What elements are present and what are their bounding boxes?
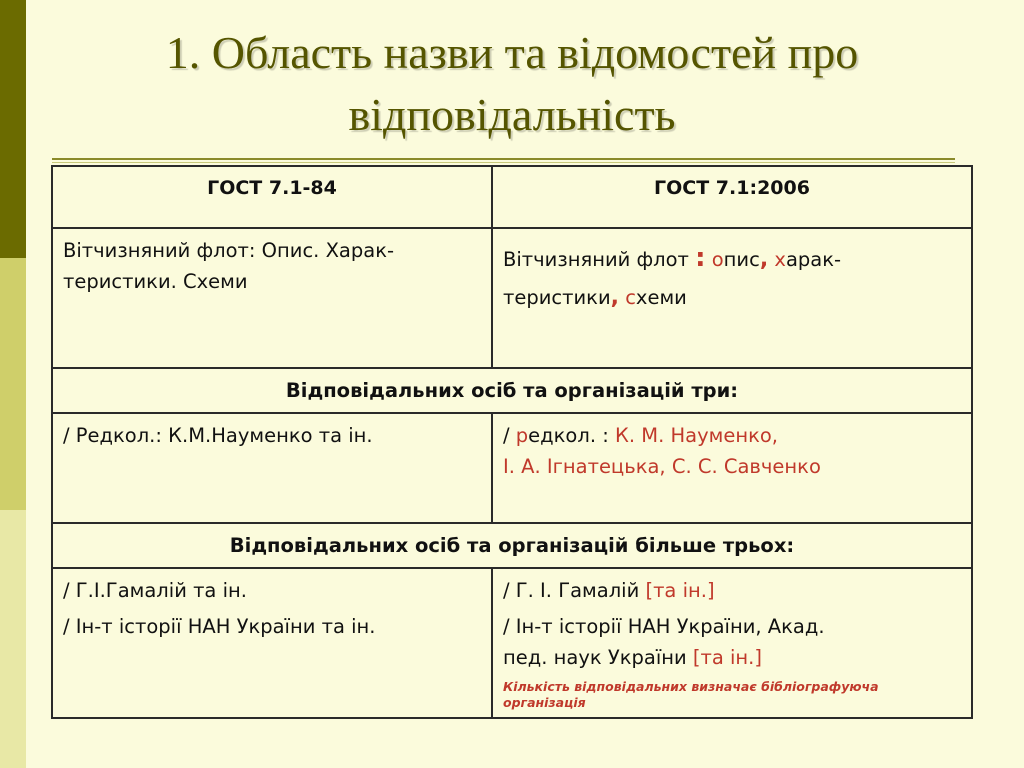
header-gost-1984: ГОСТ 7.1-84 [52, 166, 492, 228]
cell-text: хеми [635, 286, 687, 309]
highlight-letter: х [774, 248, 786, 271]
highlight-letter: с [625, 286, 636, 309]
left-band-light [0, 510, 26, 768]
section-heading-more: Відповідальних осіб та організацій більше трьох: [52, 523, 972, 568]
cell-line [503, 575, 961, 606]
section-row-more [52, 523, 972, 568]
footnote-note: Кількість відповідальних визначає бібліографуюча організація [503, 679, 879, 710]
slide-title-line2: відповідальність [348, 89, 676, 140]
table-header-row [52, 166, 972, 228]
left-band-mid [0, 258, 26, 510]
cell-text: Вітчизняний флот: Опис. Харак- [63, 239, 395, 262]
cell-text: арак- [785, 248, 842, 271]
cell-text: пед. наук України [503, 646, 693, 669]
highlight-names: І. А. Ігнатецька, С. С. Савченко [503, 455, 821, 478]
cell-text: Вітчизняний флот [503, 248, 696, 271]
section-row-three [52, 368, 972, 413]
cell-title-new [492, 228, 972, 368]
cell-text: едкол. : [528, 424, 615, 447]
left-band-dark [0, 0, 26, 258]
title-underline-secondary [52, 162, 955, 163]
slide-title [40, 22, 984, 146]
table-row [52, 228, 972, 368]
cell-text: / Г. І. Гамалій [503, 579, 646, 602]
gost-comparison-table [51, 165, 973, 719]
highlight-etal: [та ін.] [645, 579, 715, 602]
highlight-names: К. М. Науменко, [615, 424, 778, 447]
cell-resp-many-old [52, 568, 492, 718]
cell-title-old [52, 228, 492, 368]
title-underline [52, 158, 955, 160]
cell-text: пис [723, 248, 760, 271]
cell-text: / Г.І.Гамалій та ін. [63, 579, 247, 602]
punctuation-comma: , [610, 285, 619, 310]
slide-title-line1: 1. Область назви та відомостей про [165, 27, 859, 78]
punctuation-comma: , [759, 247, 769, 272]
cell-line [503, 642, 961, 673]
cell-text: / Ін-т історії НАН України та ін. [63, 615, 376, 638]
highlight-etal: [та ін.] [692, 646, 762, 669]
cell-text: / Ін-т історії НАН України, Акад. [503, 615, 825, 638]
cell-text: теристики. Схеми [63, 270, 248, 293]
highlight-letter: р [515, 424, 529, 447]
highlight-letter: о [711, 248, 724, 271]
cell-text: / Редкол.: К.М.Науменко та ін. [63, 424, 373, 447]
punctuation-colon: : [695, 243, 706, 273]
table-row [52, 568, 972, 718]
section-heading-three: Відповідальних осіб та організацій три: [52, 368, 972, 413]
table-row [52, 413, 972, 523]
cell-resp-new [492, 413, 972, 523]
cell-text: / [503, 424, 516, 447]
cell-resp-old [52, 413, 492, 523]
cell-resp-many-new [492, 568, 972, 718]
cell-text: теристики [503, 286, 611, 309]
header-gost-2006: ГОСТ 7.1:2006 [492, 166, 972, 228]
